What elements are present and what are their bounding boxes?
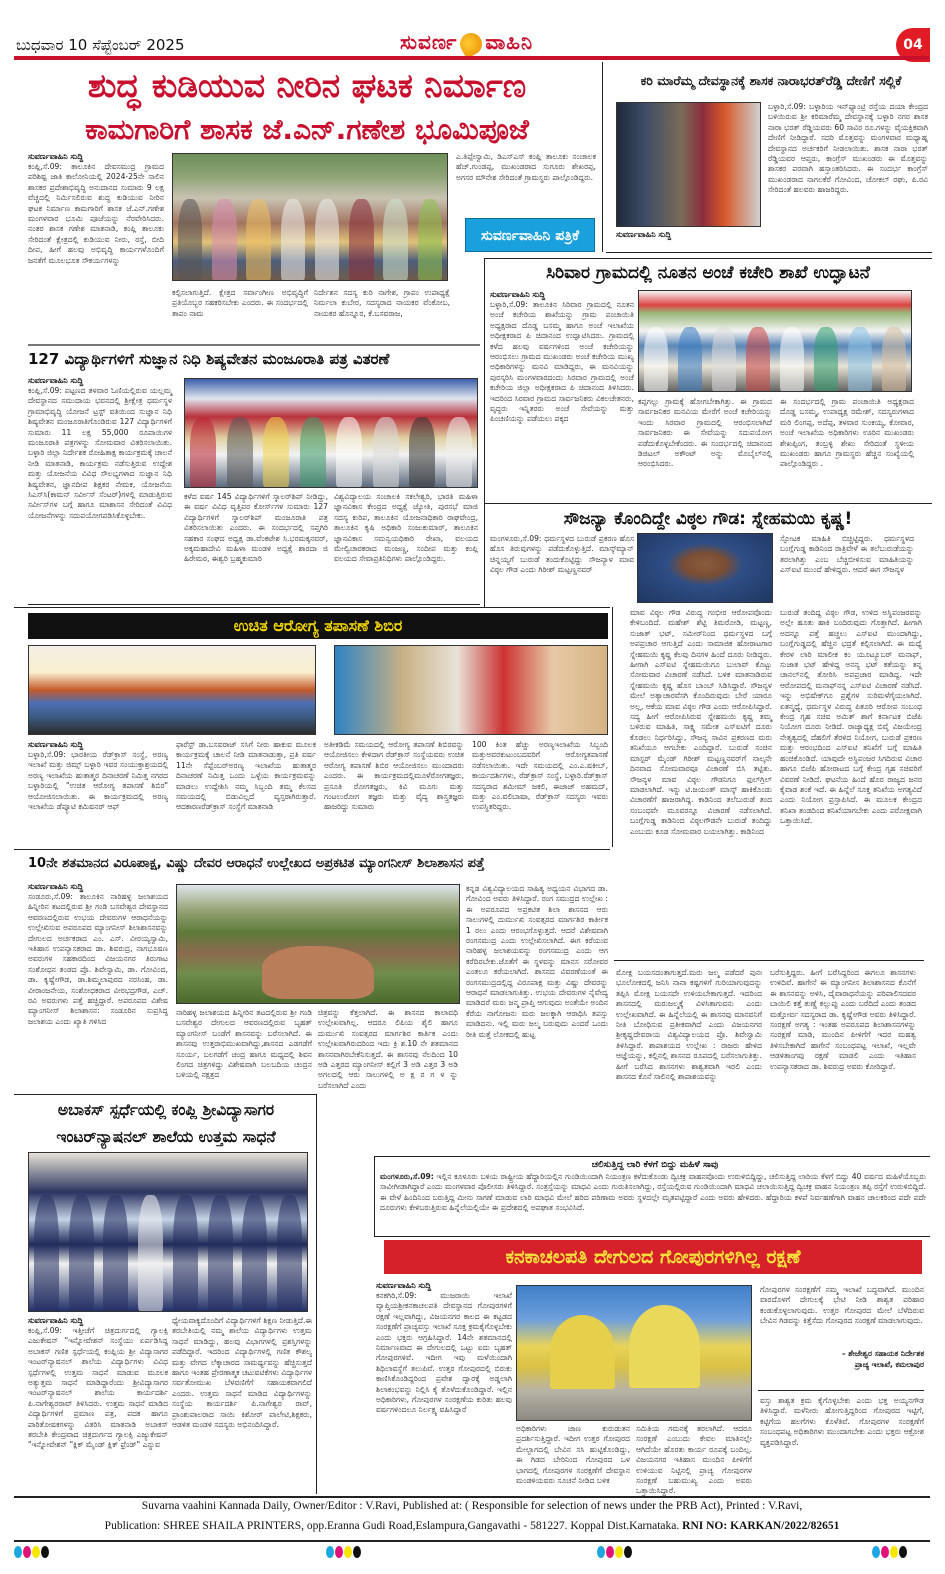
photo-figure (281, 199, 306, 280)
photo-figure (190, 417, 216, 487)
rule (374, 1156, 930, 1157)
column-divider (316, 1094, 317, 1494)
registration-dot (41, 1546, 49, 1558)
gopura-tower (629, 1305, 699, 1388)
temple-donation-headline: ಕರಿ ಮಾರೆಮ್ಮ ದೇವಸ್ಥಾನಕ್ಕೆ ಶಾಸಕ ನಾರಾಭರತ್‌ರೆಡ್ಡಿ ದೇಣಿಗೆ ಸಲ್ಲಿಕೆ (640, 73, 902, 88)
photo-people (639, 321, 911, 391)
read-paper-banner: ಸುವರ್ಣವಾಹಿನಿ ಪತ್ರಿಕೆ ಓದಿರಿ (465, 218, 595, 252)
abacus-headline-2: ಇಂಟರ್‌ನ್ಯಾಷನಲ್ ಶಾಲೆಯ ಉತ್ತಮ ಸಾಧನೆ (56, 1128, 276, 1146)
photo-figure (69, 1195, 94, 1311)
photo-figure (409, 417, 435, 487)
photo-figure (242, 1195, 267, 1311)
lead-column-1: ಕಂಪ್ಲಿ,ಸೆ.09: ತಾಲೂಕಿನ ದೇವಸಮುದ್ರ ಗ್ರಾಮದ ಪರಿಶಿಷ್ಟ ಜಾತಿ ಕಾಲೋನಿಯಲ್ಲಿ 2024-25ನೇ ಸಾಲಿನ ಶಾಸಕರ ಪ್ರದೇಶಾಭಿವೃದ್ಧಿ ಅನುದಾನದ ಸುಮಾರು 9 ಲಕ್ಷ ವೆಚ್ಚದಲ್ಲಿ ನಿರ್ಮಿಸಲಿರುವ ಶುದ್ಧ ಕುಡಿಯುವ ನೀರಿನ ಘಟಕ ನಿರ್ಮಾಣ ಕಾಮಗಾರಿಗೆ ಶಾಸಕ ಜೆ.ಎನ್.ಗಣೇಶ ಮಂಗಳವಾರ ಭೂಮಿ ಪೂಜೆಯನ್ನು ನೆರವೇರಿಸಿದರು. ನಂತರ ಶಾಸಕ ಗಣೇಶ ಮಾತನಾಡಿ, ಕಂಪ್ಲಿ ತಾಲೂಕು ಸೇರಿದಂತೆ ಕ್ಷೇತ್ರದಲ್ಲಿ ಕುಡಿಯುವ ನೀರು, ರಸ್ತೆ, ಬೀದಿ ದೀಪ, ಹೀಗೆ ಹಲವು ಅಭಿವೃದ್ಧಿ ಕಾರ್ಯಗಳೊಂದಿಗೆ ಜನತೆಗೆ ಮೂಲಭೂತ ಸೌಕರ್ಯಗಳನ್ನು (28, 162, 164, 265)
kanakachala-quote-attribution-2: ಪ್ರಾಚ್ಯ ಇಲಾಖೆ, ಕಮಲಾಪುರ (854, 1360, 924, 1369)
column-divider (484, 258, 485, 608)
inscription-column-1: ಸಂಡೂರು,ಸೆ.09: ತಾಲೂಕಿನ ನಾರಿಹಳ್ಳ ಜಲಾಶಯದ ಹಿನ್ನೀರಿನ ತಟದಲ್ಲಿರುವ ಶ್ರೀ ಗಂಡಿ ಬಸವೇಶ್ವರ ದೇವಸ್ಥಾನದ ಆವರಣದಲ್ಲಿರುವ ಉಭಯ ದೇವರುಗಳ ಆರಾಧನೆಯನ್ನು ಉಲ್ಲೇಖಿಸುವ ಅಪರೂಪದ ಮ್ಯಾಂಗನೀಸ್ ಶಿಲಾಶಾಸನವನ್ನು ದೇಗುಲದ ಅರ್ಚಕರಾದ ಎಂ. ಎಸ್. ವೀರಯ್ಯಸ್ವಾಮಿ, ಇತಿಹಾಸ ಉಪನ್ಯಾಸಕರಾದ ಡಾ. ಶಿವರುದ್ರ, ನಾಗಭೂಷಣ ಅವರುಗಳ ಸಹಕಾರದಿಂದ ವಿಜಯನಗರ ತಿರುಗಾಟ ಸಂಶೋಧನ ತಂಡದ ಪ್ರೊ. ಶಿವೇಸ್ವಾಮಿ, ಡಾ. ಗೋವಿಂದ, ಡಾ. ಕೃಷ್ಣೇಗೌಡ, ಡಾ.ಶಿಮ್ಮಲಾಪುರದ ನರಸಿಂಹ, ಡಾ. ವೀರಾಂಜನೇಯ, ಸಂಶೋಧಕರಾದ ವೀರಭದ್ರಗೌಡ, ಎಚ್. ರವಿ ಅವರುಗಳು ಪತ್ತೆ ಹಚ್ಚಿದ್ದಾರೆ. ಅಪರೂಪದ ವಿಶೇಷ ಮ್ಯಾಂಗನೀಸ್ ಶಿಲಾಶಾಸನ: ಸಂಡೂರಿನ ಸುಪ್ರಸಿದ್ಧ ಜಲಾಶಯ ಎಂದು ಖ್ಯಾತಿ ಗಳಿಸಿದ (28, 892, 168, 1026)
post-office-column-2: ಕಪ್ಪಗಲ್ಲು ಗ್ರಾಮಕ್ಕೆ ಹೋಗಬೇಕಾಗಿತ್ತು. ಈ ಗ್ರಾಮದ ಸಾರ್ವಜನಿಕರ ಮನವಿಯ ಮೇರೆಗೆ ಅಂಚೆ ಕಚೇರಿಯನ್ನು ಇಂದು ಸಿರವಾರ ಗ್ರಾಮದಲ್ಲಿ ಆರಂಭಿಸಲಾಗಿದೆ ಸಾರ್ವಜನಿಕರು ಈ ಸೇವೆಯನ್ನು ಸದುಪಯೋಗ ಪಡೆದುಕೊಳ್ಳಬೇಕೆಂದರು. ಈ ಸಂದರ್ಭದಲ್ಲಿ ಚಿದಾನಂದ ಡಿಜಿಟಲ್ ಅಕೌಂಟ್ ಅನ್ನು ಮೊಬೈಲ್‌ನಲ್ಲಿ ಆರಂಭಿಸಿದರು. (638, 397, 772, 469)
registration-marks-2 (326, 1543, 362, 1562)
rule (28, 604, 480, 605)
rule (484, 258, 932, 259)
health-camp-byline: ಸುವರ್ಣವಾಹಿನಿ ಸುದ್ದಿ (28, 740, 84, 749)
footer-rule-bottom (14, 1540, 930, 1542)
lorry-text: ಇಲ್ಲಿನ ಕೂಳೂರು ಬಳಿಯ ರಾಷ್ಟ್ರೀಯ ಹೆದ್ದಾರಿಯಲ್ಲಿನ ಗುಂಡಿಯಿಂದಾಗಿ ನಿಯಂತ್ರಣ ಕಳೆದುಕೊಂಡು ದ್ವಿಚಕ್ರ ವಾಹನವೊಂದು ಉರುಳಿಬಿದ್ದಿದ್ದು, ಚಲಿಸುತ್ತಿದ್ದ ಲಾರಿಯ ಕೆಳಗೆ ಬಿದ್ದು 40 ವರ್ಷದ ಮಹಿಳೆಯೊಬ್ಬರು ಸಾವೀಗೀಡಾಗಿದ್ದಾರೆ ಎಂದು ಮಂಗಳವಾರ ಪೊಲೀಸರು ತಿಳಿಸಿದ್ದಾರೆ. ಸಂತ್ರಸ್ತೆಯನ್ನು ಮಾಧವಿ ಎಂದು ಗುರುತಿಸಲಾಗಿದ್ದು, ರಸ್ತೆಯಲ್ಲಿರುವ ಗುಂಡಿಯಿಂದಾಗಿ ಮಾಧವಿ ಚಲಾಯಿಸುತ್ತಿದ್ದ ದ್ವಿಚಕ್ರ ವಾಹನ ನಿಯಂತ್ರಣ ತಪ್ಪಿ ರಸ್ತೆಗೆ ಉರುಳಿಬಿದ್ದಿದೆ. ಈ ವೇಳೆ ಹಿಂದಿನಿಂದ ಬರುತ್ತಿದ್ದ ಮೀನು ಸಾಗಣೆ ಮಾಡುವ ಲಾರಿ ಮಾಧವಿ ಮೇಲೆ ಹರಿದ ಪರಿಣಾಮ ಅವರು ಸ್ಥಳದಲ್ಲೇ ಮೃತಪಟ್ಟಿದ್ದಾರೆ ಎಂದು ಅವರು ಹೇಳಿದರು. ಹೆದ್ದಾರಿಯ ಕಳಪೆ ನಿರ್ವಹಣೆಗಾಗಿ ವಾಹನ ಚಾಲಕರಿಂದ ಪದೇ ಪದೇ ದೂರುಗಳು ಕೇಳಿಬರುತ್ತಿರುವ ಹಿನ್ನೆಲೆಯಲ್ಲಿಯೇ ಈ ಪ್ರದೇಶದಲ್ಲಿ ಅಪಘಾತ ಸಂಭವಿಸಿದೆ. (380, 1172, 926, 1213)
inscription-column-6: ಬರೆಸುತ್ತಿದ್ದರು. ಹೀಗೆ ಬರೆಸಿದ್ದರಿಂದ ಈಗಲೂ ಶಾಸನಗಳು ಉಳಿದಿವೆ. ಹಾಗೇನೆ ಈ ಮ್ಯಾಂಗನೀಸ ಶಿಲಾಶಾಸನದ ಕೊನೆಗೆ ಈ ಶಾಸನವನ್ನು ಅಳಿಸಿ, ದೈವಾರಾಧನೆಯನ್ನು ಪರಿಪಾಲಿಸದವರ ಬಾಯಿಲಿ ಕತ್ತೆ ತುಣ್ಣೆ ಕಲ್ಲುಪ್ಪು ಎಂದು ಬರೆದಿದೆ ಎಂದು ತಂಡದ ಮತ್ತೋರ್ವ ಸದಸ್ಯರಾದ ಡಾ. ಕೃಷ್ಣೇಗೌಡ ಅವರು ತಿಳಿಸಿದ್ದಾರೆ. ಸಂರಕ್ಷಣೆ ಅಗತ್ಯ : ಇಂತಹ ಅಪರೂಪದ ಶಿಲಾಶಾಸನಗಳನ್ನು ಸಂರಕ್ಷಣೆ ಮಾಡಿ, ಮುಂದಿನ ಪೀಳಿಗೆಗೆ ಇದರ ಮಹತ್ವ ತಿಳಿಸಬೇಕಾಗಿದೆ ಹಾಗೇನೆ ಸಂಬಂಧಪಟ್ಟ ಇಲಾಖೆ, ಇಲ್ಲವೇ ಆಡಳಿತಾಂಗವು ರಕ್ಷಣೆ ಮಾಡಲಿ ಎಂದು ಇತಿಹಾಸ ಉಪನ್ಯಾಸಕರಾದ ಡಾ. ಶಿವರುದ್ರ ಅವರು ಕೋರಿದ್ದಾರೆ. (770, 968, 916, 1071)
photo-figure (246, 199, 271, 280)
soujanya-headline: ಸೌಜನ್ಯಾ ಕೊಂದಿದ್ದೇ ವಿಠ್ಠಲ ಗೌಡ: ಸ್ನೇಹಮಯಿ ಕೃಷ್ಣ! (563, 509, 853, 529)
health-camp-photo-2 (334, 645, 608, 735)
kanakachala-column-4: ವಸ್ತು ಶಾಶ್ವತ ಕ್ರಮ ಕೈಗೊಳ್ಳಬೇಕು ಎಂದು ಭಕ್ತ ಅಯ್ಯನಗೌಡ ತಿಳಿಸಿದ್ದಾರೆ. ಮಳೆನೀರು ಹೋಗುತ್ತಿದ್ದರಿಂದ ಗೋಪುರದ ಇಟ್ಟಿಗೆ, ಕಟ್ಟಿಗೆಯ ಹಲಗೆಗಳು ಕೊಳೆತಿವೆ. ಗೋಪುರಗಳ ಸಂರಕ್ಷಣೆಗೆ ಸಂಬಂಧಪಟ್ಟ ಅಧಿಕಾರಿಗಳು ಮುಂದಾಗಬೇಕು ಎಂದು ಭಕ್ತರು ಆಕ್ರೋಶ ವ್ಯಕ್ತಪಡಿಸಿದ್ದಾರೆ. (760, 1396, 924, 1447)
masthead-rule (14, 56, 929, 60)
photo-figure (315, 199, 340, 280)
flame-icon (456, 28, 486, 58)
newspaper-logo (400, 30, 533, 55)
lead-column-4: ಎ.ತಿಪ್ಪೇಸ್ವಾಮಿ, ಡಿಎಸ್‌ಎಸ್ ಕಂಪ್ಲಿ ತಾಲೂಕು ಸಂಚಾಲಕ ಹೆಚ್.ಗುಂಡಪ್ಪ, ಮುಖಂಡರಾದ ಸುಗೂರು ಶೇಖರಪ್ಪ, ಅಗಸರ ಮೌನೇಶ ಸೇರಿದಂತೆ ಗ್ರಾಮಸ್ಥರು ಪಾಲ್ಗೊಂಡಿದ್ದರು. (456, 152, 596, 182)
scholarship-photo (184, 378, 478, 488)
registration-dot (14, 1546, 22, 1558)
manganese-boulder (262, 946, 375, 999)
photo-figure (178, 199, 203, 280)
inscription-photo (176, 884, 460, 1004)
health-camp-column-3: ಅತೀಕಡಿಮೆ ಸಮಯದಲ್ಲಿ ಆರೋಗ್ಯ ತಪಾಸಣೆ ಶಿಬಿರವನ್ನು ಆಯೋಜಿಸಲು ಕೇಳಿದಾಗ ರೆಡ್‌ಕ್ರಾಸ್ ಸಂಸ್ಥೆಯವರು ಉಚಿತ ಆರೋಗ್ಯ ತಪಾಸಣೆ ಶಿಬಿರ ಆಯೋಜಿಸಲು ಮುಂದಾದರು ಎಂದರು. ಈ ಕಾರ್ಯಕ್ರಮದಲ್ಲಿಮೂಳೆರೋಗತಜ್ಞರು, ಪ್ರಸೂತಿ ರೋಗತಜ್ಞರು, ಕಿವಿ ಮೂಗು ಮತ್ತು ಗಂಟಲುರೋಗ ತಜ್ಞರು ಮತ್ತು ವೈದ್ಯ ಶಾಸ್ತ್ರತಜ್ಞರು ಹಾಜರಿದ್ದು ಸುಮಾರು (324, 740, 464, 812)
photo-people (173, 192, 447, 280)
soujanya-column-b1: ಮಾವ ವಿಠ್ಠಲ ಗೌಡ ವಿರುದ್ಧ ಗಂಭೀರ ಆರೋಪವೊಂದು ಕೇಳಿಬಂದಿದೆ. ಮಹೇಶ್ ಶೆಟ್ಟಿ ತಿಮರೋಡಿ, ಮಟ್ಟಣ್ಣ, ಸುಜಾತ್ ಭಟ್, ಸಮೀರ್‌ನಿಂದ ಧರ್ಮಸ್ಥಳದ ಬಗ್ಗೆ ಅಪಪ್ರಚಾರ ಆಗುತ್ತಿದೆ ಎಂದು ಸಾಮಾಜಿಕ ಹೋರಾಟಗಾರ ಸ್ನೇಹಮಯಿ ಕೃಷ್ಣ ಕೆಲವು ದಿನಗಳ ಹಿಂದೆ ದೂರು ನೀಡಿದ್ದರು. ಹೀಗಾಗಿ ಎಸ್ಐಟಿ ಸ್ನೇಹಮಯಿಗೂ ಬುಲಾವ್ ಕೊಟ್ಟು ಸೋಮವಾರ ವಿಚಾರಣೆ ನಡೆಸಿದೆ. ಬಳಿಕ ಮಾತನಾಡಿರುವ ಸ್ನೇಹಮಯಿ ಕೃಷ್ಣ ಹೊಸ ಬಾಂಬ್ ಸಿಡಿಸಿದ್ದಾರೆ. ಸೌಜನ್ಯಳ ಮೇಲೆ ಅತ್ಯಾಚಾರವೆಸಗಿ ಕೊಂದಿರುವುದು ಬೇರೆ ಯಾರೂ ಅಲ್ಲ, ಆಕೆಯ ಮಾವ ವಿಠ್ಠಲ ಗೌಡ ಎಂದು ಆರೋಪಿಸಿದ್ದಾರೆ. ಸದ್ಯ ಹೀಗೆ ಆರೋಪಿಸಿರುವ ಸ್ನೇಹಮಯಿ ಕೃಷ್ಣ ತಮ್ಮ ಬಳಿರುವ ಮಾಹಿತಿ, ಸಾಕ್ಷ್ಯ ಸಮೇತ ಎಸ್ಐಟಿಗೆ ದೂರು ಕೊಡಲು ನಿರ್ಧರಿಸಿದ್ದು, ಸೌಜನ್ಯ ಸಾವಿನ ಪ್ರಕರಣದ ಮರು ತನಿಖೆಯೂ ಆಗಬೇಕು ಎಂದಿದ್ದಾರೆ. ಬುರುಡೆ ಸಂಚಿನ ಮಾಸ್ಟರ್ ಮೈಂಡ್ ಗಿರೀಶ್ ಮಟ್ಟಣ್ಣನವರ್‌ಗೆ ನಾಲ್ಕನೇ ದಿನವಾದ ಸೋಮವಾರವೂ ವಿಚಾರಣೆ ಬಿಸಿ ತಟ್ಟಿತು. ಸೌಜನ್ಯಳ ಮಾವ ವಿಠ್ಠಲ ಗೌಡನಿಗೂ ಫುಲ್‌ಗ್ರಿಲ್ ಮಾಡಲಾಗಿದೆ. ಇನ್ನು ಟಿ.ಜಯಂತ್ ಮಾಸ್ಕ್ ಹಾಕಿಕೊಂಡು ವಿಚಾರಣೆಗೆ ಹಾಜರಾಗಿದ್ದ. ಕಾಡಿನಿಂದ ತಲೆಬುರುಡೆ ತಂದ ಸಂಬಂಧವೇ ಮೂವರನ್ನೂ ವಿಚಾರಣೆ ನಡೆಸಲಾಗಿದೆ. ಬಂಗ್ಲೆಗುಡ್ಡ ಕಾಡಿನಿಂದ ವಿಠ್ಠಲಗೌಡನೇ ಬುರುಡೆ ತಂದಿದ್ದು ಎಂಬುದು ಕೂಡ ಸೋಮವಾರ ಬಯಲಾಗಿತ್ತು. ಕಾಡಿನಿಂದ (630, 608, 772, 836)
lead-headline-2: ಕಾಮಗಾರಿಗೆ ಶಾಸಕ ಜೆ.ಎನ್.ಗಣೇಶ ಭೂಮಿಪೂಜೆ (85, 113, 529, 146)
post-office-column-3: ಈ ಸಂದರ್ಭದಲ್ಲಿ ಗ್ರಾಮ ಪಂಚಾಯಿತಿ ಅಧ್ಯಕ್ಷರಾದ ದೊಡ್ಡ ಬಸಮ್ಮ, ಉಪಾಧ್ಯಕ್ಷ ರಮೇಶ್, ಸದಸ್ಯರುಗಳಾದ ಮರಿ ಲಿಂಗಪ್ಪ, ಅದೆಪ್ಪ, ತಳವಾರ ಸುಂಕಯ್ಯ, ಕೋವಾರ, ಅಂಚೆ ಇಲಾಖೆಯ ಅಧಿಕಾರಿಗಳು ಊರಿನ ಮುಖಂಡರು ಶೇಖಪ್ಪಿಂಗ, ತಂಬ್ರಳ್ಳಿ ಶೇಖು ಸೇರಿದಂತೆ ಸ್ಥಳೀಯ ಮುಖಂಡರು ಹಾಗೂ ಗ್ರಾಮಸ್ಥರು ಹೆಚ್ಚಿನ ಸಂಖ್ಯೆಯಲ್ಲಿ ಪಾಲ್ಗೊಂಡಿದ್ದರು . (780, 397, 914, 469)
registration-dot (335, 1546, 343, 1558)
registration-dot (872, 1546, 880, 1558)
registration-dot (326, 1546, 334, 1558)
footer-imprint-line-2 (14, 1520, 930, 1532)
photo-figure (383, 199, 408, 280)
lead-column-3: ನಿರ್ದೇಶನ ಸದಸ್ಯ ಕುರಿ ನಾಗೇಶ, ಗ್ರಾಪಂ ಉಪಾಧ್ಯಕ್ಷೆ ನಿರ್ಮಲಾ ಕುಬೇರ, ಸದಸ್ಯರಾದ ನಾಯಕರ ವೆಂಕೋಬ, ನಾಯಕರ ಹೊನ್ನೂರ, ಕೆ.ಬಸವರಾಜ, (314, 288, 450, 318)
registration-dot (344, 1546, 352, 1558)
kanakachala-quote: ಗೋಪುರಗಳ ಸಂರಕ್ಷಣೆಗೆ ನಮ್ಮ ಇಲಾಖೆ ಬದ್ಧವಾಗಿದೆ. ಮುಂದಿನ ವಾರದೊಳಗೆ ದೇಗುಲಕ್ಕೆ ಭೇಟಿ ನೀಡಿ ಶಾಶ್ವತ ಪರಿಹಾರ ಕಂಡುಕೊಳ್ಳಲಾಗುವುದು. ಉತ್ತರ ಗೋಪುರದ ಮೇಲೆ ಬೆಳೆದಿರುವ ಬೇವಿನ ಗಿಡವನ್ನು ಕಿತ್ತೆಸೆದು ಗೋಪುರದ ಸಂರಕ್ಷಣೆ ಮಾಡಲಾಗುವುದು. (760, 1285, 924, 1326)
registration-dot (881, 1546, 889, 1558)
photo-figure (644, 327, 668, 391)
scholarship-headline: 127 ವಿದ್ಯಾರ್ಥಿಗಳಿಗೆ ಸುಜ್ಞಾನ ನಿಧಿ ಶಿಷ್ಯವೇತನ ಮಂಜೂರಾತಿ ಪತ್ರ ವಿತರಣೆ (28, 350, 390, 368)
rule (606, 252, 932, 253)
logo-text-right: ವಾಹಿನಿ (485, 30, 534, 54)
rule (614, 960, 924, 961)
footer-rule (14, 1496, 930, 1498)
rule (374, 1236, 930, 1237)
registration-dot (890, 1546, 898, 1558)
lead-column-2: ಕಲ್ಪಿಸಲಾಗುತ್ತಿದೆ. ಕ್ಷೇತ್ರದ ಸರ್ವಾಂಗೀಣ ಅಭಿವೃದ್ಧಿಗೆ ಪ್ರತಿಯೊಬ್ಬರ ಸಹಕರಿಸಬೇಕು ಎಂದರು. ಈ ಸಂದರ್ಭದಲ್ಲಿ ತಾಪಂ ನಾಮ (172, 288, 308, 318)
column-divider (602, 62, 603, 252)
rule (14, 849, 610, 850)
post-office-column-1: ಬಳ್ಳಾರಿ,ಸೆ.09: ತಾಲೂಕಿನ ಸಿರಿವಾರ ಗ್ರಾಮದಲ್ಲಿ ನೂತನ ಅಂಚೆ ಕಚೇರಿಯ ಶಾಖೆಯನ್ನು ಗ್ರಾಮ ಪಂಚಾಯಿತಿ ಅಧ್ಯಕ್ಷರಾದ ದೊಡ್ಡ ಬಸಮ್ಮ ಹಾಗೂ ಅಂಚೆ ಇಲಾಖೆಯ ಅಧೀಕ್ಷಕರಾದ ಪಿ ಚಿದಾನಂದ ಉದ್ಘಾಟಿಸಿದರು. ಗ್ರಾಮದಲ್ಲಿ ಕಳೆದ ಹಲವು ವರ್ಷಗಳಿಂದ ಅಂಚೆ ಕಚೇರಿಯನ್ನು ಆರಂಭಿಸಲು ಗ್ರಾಮದ ಮುಖಂಡರು ಅಂಚೆ ಕಚೇರಿಯ ಮುಖ್ಯ ಅಧಿಕಾರಿಗಳನ್ನು ಮನವಿ ಮಾಡಿದ್ದರು, ಈ ಮನವಿಯನ್ನು ಪುರಸ್ಕರಿಸಿ ಮಂಗಳವಾರದಂದು ಸಿರವಾರ ಗ್ರಾಮದಲ್ಲಿ ಅಂಚೆ ಕಚೇರಿಯ ಜಿಲ್ಲಾ ಅಧೀಕ್ಷಕರಾದ ಪಿ ಚಿದಾನಂದ ತಿಳಿಸಿದರು. ಇದರಿಂದ ಸಿರವಾರ ಗ್ರಾಮದ ಸಾರ್ವಜನಿಕರು ವಿಕಲಚೇತನರು, ವೃದ್ಧರು ಇನ್ನಿತರರು ಅಂಚೆ ಸೇವೆಯನ್ನು ಮತ್ತು ಪಿಂಚಣಿಯನ್ನು ಪಡೆಯಲು ಪಕ್ಕದ (490, 300, 634, 424)
photo-figure (277, 1195, 302, 1311)
photo-figure (446, 417, 472, 487)
temple-donation-photo (616, 102, 761, 227)
photo-figure (418, 199, 443, 280)
photo-figure (263, 417, 289, 487)
kanakachala-column-2: ಅಧಿಕಾರಿಗಳು ಜಾಣ ಕುರುಡುತನ ಪ್ರದರ್ಶಿಸುತ್ತಿದ್ದಾರೆ. ಇದೀಗ ಉತ್ತರ ಗೋಪುರದ ಮೇಲ್ಭಾಗದಲ್ಲಿ ಬೇವಿನ ಸಸಿ ಹುಟ್ಟಿಕೊಂಡಿದ್ದು, ಈ ಗಿಡದ ಬೇರಿನಿಂದ ಗೋಪುರದ ಒಳ ಭಾಗದಲ್ಲಿ ಗೋಪುರಗಳ ಸಂರಕ್ಷಣೆಗೆ ದೇವಸ್ಥಾನ ಮಂಡಳಿಯವರು ಸೂಚನೆ ನೀಡಿದ ಬಳಿಕ (516, 1424, 630, 1486)
lead-photo (172, 153, 448, 281)
column-divider (612, 607, 613, 847)
photo-figure (349, 199, 374, 280)
kanakachala-quote-attribution-1: – ಶೇಜೇಶ್ವರ ಸಹಾಯಕ ನಿರ್ದೇಶಕ (841, 1349, 924, 1358)
photo-figure (227, 417, 253, 487)
registration-dot (597, 1546, 605, 1558)
photo-figure (212, 199, 237, 280)
kanakachala-headline: ಕನಕಾಚಲಪತಿ ದೇಗುಲದ ಗೋಪುರಗಳಿಗಿಲ್ಲ ರಕ್ಷಣೆ (384, 1240, 922, 1274)
photo-figure (712, 327, 736, 391)
post-office-photo (638, 290, 912, 392)
soujanya-portrait (637, 533, 773, 603)
photo-figure (814, 327, 838, 391)
logo-text-left: ಸುವರ್ಣ (400, 30, 458, 54)
registration-dot (899, 1546, 907, 1558)
photo-figure (848, 327, 872, 391)
inscription-column-5: ಮೋಕ್ಷ ಬಯಸದಂತಾಗುತ್ತದೆ.ಮರು ಜಲ್ಮ ಪಡೆದರೆ ಪುನಃ ಭೂಲೋಕದಲ್ಲಿ ಜನಿಸಿ ನಾನಾ ಕಷ್ಟಗಳಿಗೆ ಗುರಿಯಾಗುವುದನ್ನು ತಪ್ಪಿಸಿ ಮೋಕ್ಷ ಬಯಸದೇ ಉಳಿಯಬೇಕಾಗುತ್ತದೆ. ಇದರಿಂದ ಶಾಸನದಲ್ಲಿ ಮರುಜಲ್ಮಕ್ಕೆ ವಿಳಸಿತಾಗುವನು ಎಂದು ಉಲ್ಲೇಖವಾಗಿದೆ. ಈ ಹಿನ್ನೆಲೆಯಲ್ಲಿ ಈ ಶಾಸನವು ಮಾನವನಿಗೆ ನೀತಿ ಬೋಧಿಸುವ ಪ್ರತೀಕವಾಗಿದೆ ಎಂದು ವಿಜಯನಗರ ಶ್ರೀಕೃಷ್ಣದೇವರಾಯ ವಿಶ್ವವಿದ್ಯಾಲಯದ ಪ್ರೊ. ಶಿವೇಸ್ವಾಮಿ ತಿಳಿಸಿದ್ದಾರೆ. ಶಾಪಾಶಯದ ಉಲ್ಲೇಖ : ರಾಜರು ಹೇಳಿದ ಆಜ್ಞೆಯನ್ನು, ಕಲ್ಲಿನಲ್ಲಿ ಶಾಸನದ ರೂಪದಲ್ಲಿ ಬರೆಸಲಾಗುತಿತ್ತು. ಹೀಗೆ ಬರೆಸಿದ ಶಾಸನಗಳು ಶಾಶ್ವತವಾಗಿ ಇರಲಿ ಎಂದು ಶಾಸನದ ಕೊನೆ ಸಾಲಿನಲ್ಲಿ ಶಾಪಾಶಯವನ್ನು (616, 968, 762, 1082)
soujanya-column-3: ಸ್ಫೋಟಕ ಮಾಹಿತಿ ಬಿಚ್ಚಿಟ್ಟಿದ್ದರು. ಧರ್ಮಸ್ಥಳದ ಬಂಗ್ಲೆಗುಡ್ಡ ಕಾಡಿನಿಂದ ರಾತ್ರಿವೇಳೆ ಈ ತಲೆಬುರುಡೆಯನ್ನು ತರಲಾಗಿತ್ತು ಎಂಬ ಬೆಚ್ಚಿಬೀಳಿಸುವ ಮಾಹಿತಿಯನ್ನು ಎಸ್ಐಟಿ ಮುಂದೆ ಹೇಳಿದ್ದರು. ಆದರೆ ಈಗ ಸೌಜನ್ಯಳ (780, 534, 914, 575)
registration-dot (32, 1546, 40, 1558)
scholarship-byline: ಸುವರ್ಣವಾಹಿನಿ ಸುದ್ದಿ (28, 376, 84, 385)
footer-imprint-line-1: Suvarna vaahini Kannada Daily, Owner/Editor : V.Ravi, Published at: ( Responsible for selection of news under the PRB Act), Printed : V.Ravi, (141, 1500, 803, 1512)
photo-figure (746, 327, 770, 391)
scholarship-column-2: ಕಳೆದ ವರ್ಷ 145 ವಿದ್ಯಾರ್ಥಿಗಳಿಗೆ ಸ್ಕಾಲರ್‌ಶಿಪ್ ನೀಡಿದ್ದು, ಈ ವರ್ಷ ವಿವಿಧ ವೃತ್ತಿಪರ ಕೋರ್ಸ್‌ಗಳ ಸುಮಾರು 127 ವಿದ್ಯಾರ್ಥಿಗಳಿಗೆ ಸ್ಕಾಲರ್‌ಶಿಪ್ ಮಂಜೂರಾತಿ ಪತ್ರ ವಿತರಿಸಲಾಯಿತು ಎಂದರು. ಈ ಸಂದರ್ಭದಲ್ಲಿ ಸಪ್ತಗಿರಿ ಸಹಕಾರ ಸಂಘದ ಅಧ್ಯಕ್ಷ ಡಾ.ವೆಂಕಟೇಶ ಸಿ.ಭರಮಕ್ಕನವರ್, ಅಕ್ಕಮಹಾದೇವಿ ಮಹಿಳಾ ಮಂಡಳಿ ಅಧ್ಯಕ್ಷೆ ಶಾರದಾ ಜಿ ಹಿರೇಮಠ, ಈಶ್ವರಿ ಬ್ರಹ್ಮಕುಮಾರಿ (184, 492, 328, 564)
health-camp-headline: ಉಚಿತ ಆರೋಗ್ಯ ತಪಾಸಣೆ ಶಿಬಿರ (28, 613, 608, 639)
health-camp-column-4: 100 ಕಿಂತ ಹೆಚ್ಚು ಅರಣ್ಯಇಲಾಖೆಯ ಸಿಬ್ಬಂದಿ ಮತ್ತುಅವರಕುಟುಂಬದವರಿಗೆ ಆರೋಗ್ಯತಪಾಸಣೆ ನಡೆಸಲಾಯಿತು. ಇದೇ ಸಮಯದಲ್ಲಿ ಎಂ.ಎ.ಷಕೀಬ್, ಕಾರ್ಯದರ್ಶಿಗಳು, ರೆಡ್‌ಕ್ರಾಸ್ ಸಂಸ್ಥೆ, ಬಳ್ಳಾರಿ.ರೆಡ್‌ಕ್ರಾಸ್ ಸದಸ್ಯರಾದ ಶಮೀಮ್ ಜಕಲಿ, ಈಜಾಜ್ ಅಹಮದ್, ಮತ್ತು ಎಂ.ವಲಿಬಾಷಾ, ರೆಡ್‌ಕ್ರಾಸ್ ಸದಸ್ಯರು ಇವರು ಉಪಸ್ಥಿತರಿದ್ದರು. (472, 740, 608, 812)
scholarship-column-1: ಕಂಪ್ಲಿ,ಸೆ.09: ಪಟ್ಟಣದ ತಳವಾರ ಓಣಿಯಲ್ಲಿರುವ ಯಲ್ಲಮ್ಮ ದೇವಸ್ಥಾನದ ಸಮುದಾಯ ಭವನದಲ್ಲಿ ಶ್ರೀಕ್ಷೇತ್ರ ಧರ್ಮಸ್ಥಳ ಗ್ರಾಮಾಭಿವೃದ್ಧಿ ಯೋಜನೆ ಟ್ರಸ್ಟ್ ವತಿಯಿಂದ ಸುಜ್ಞಾನ ನಿಧಿ ಶಿಷ್ಯವೇತನ ಮಂಜೂರಾತಿಗೊಂಡಿರುವ 127 ವಿದ್ಯಾರ್ಥಿಗಳಿಗೆ ಸುಮಾರು 11 ಲಕ್ಷ 55,000 ರೂಪಾಯಿಗಳ ಮಂಜೂರಾತಿ ಪತ್ರಗಳನ್ನು ಸೋಮವಾರ ವಿತರಿಸಲಾಯಿತು. ಬಳ್ಳಾರಿ ಜಿಲ್ಲಾ ನಿರ್ದೇಶಕ ರೋಹಿತಾಕ್ಷ ಕಾರ್ಯಕ್ರಮಕ್ಕೆ ಚಾಲನೆ ನೀಡಿ ಮಾತನಾಡಿ, ಕಾರ್ಯಕ್ರಮ ನಡೆಸುತ್ತಿರುವ ಉದ್ದೇಶ ಮತ್ತು ಯೋಜನೆಯ ವಿವಿಧ ಸೌಲಭ್ಯಗಳಾದ ಸುಜ್ಞಾನ ನಿಧಿ ಶಿಷ್ಯವೇತನ, ಜ್ಞಾನದೀಪ ಶಿಕ್ಷಕರ ನೇಮಕ, ಯೋಜನೆಯ ಸಿಎಸ್‌ಸಿ(ಕಾಮನ್ ಸರ್ವೀಸ್ ಸೆಂಟರ್)ಗಳಲ್ಲಿ ಮಾಡುತ್ತಿರುವ ಸರ್ವೀಸ್‌ಗಳ ಬಗ್ಗೆ ಹಾಗೂ ಮಾಶಾಸನ ಸೇರಿದಂತೆ ವಿವಿಧ ಯೋಜನೆಗಳನ್ನು ಸದುಪಯೋಗಪಡಿಸಿಕೊಳ್ಳಬೇಕು. (28, 386, 172, 520)
inscription-headline: 10ನೇ ಶತಮಾನದ ವಿರೂಪಾಕ್ಷ, ವಿಷ್ಣು ದೇವರ ಆರಾಧನೆ ಉಲ್ಲೇಖದ ಅಪ್ರಕಟಿತ ಮ್ಯಾಂಗನೀಸ್ ಶಿಲಾಶಾಸನ ಪತ್ತೆ (28, 856, 485, 871)
inscription-column-2: ನಾರಿಹಳ್ಳ ಜಲಾಶಯದ ಹಿನ್ನೀರಿನ ತಟದಲ್ಲಿರುವ ಶ್ರೀ ಗಂಡಿ ಬಸವೇಶ್ವರ ದೇಗುಲದ ಆವರಣದಲ್ಲಿರುವ ಬೃಹತ್ ಮ್ಯಾಂಗನೀಸ್ ಬಂಡೆಗೆ ಶಾಸನವನ್ನು ಬರೆಸಲಾಗಿದೆ. ಈ ಶಾಸನವು ಉತ್ತರಾಭಿಮುಖವಾಗಿದ್ದು,ಶಾಸನದ ಎಡಗಡೆಗೆ ಸೂರ್ಯ, ಬಲಗಡೆಗೆ ಚಂದ್ರ ಹಾಗೂ ಮಧ್ಯದಲ್ಲಿ ಶಿವನ ಲಿಂಗದ ಚಿತ್ರಗಳಿದ್ದು ವಿಶೇಷವಾಗಿ ಬಲಬದಿಯ ಚಂದ್ರನ ಬಳಿಯಲ್ಲಿ ನಕ್ಷತ್ರದ (176, 1008, 312, 1080)
abacus-byline: ಸುವರ್ಣವಾಹಿನಿ ಸುದ್ದಿ (28, 1316, 84, 1325)
photo-figure (208, 1195, 233, 1311)
photo-figure (300, 417, 326, 487)
temple-donation-caption: ಸುವರ್ಣವಾಹಿನಿ ಸುದ್ದಿ (616, 230, 672, 239)
inscription-byline: ಸುವರ್ಣವಾಹಿನಿ ಸುದ್ದಿ (28, 882, 84, 891)
temple-donation-body: ಬಳ್ಳಾರಿ,ಸೆ.09: ಬಳ್ಳಾರಿಯ ಇನ್‌ಫ್ಯಾಂಟ್ರಿ ರಸ್ತೆಯ ದಯಾ ಕೇಂದ್ರದ ಬಳಿಯಿರುವ ಶ್ರೀ ಕರಿಮಾರೆಮ್ಮ ದೇವಸ್ಥಾನಕ್ಕೆ ಬಳ್ಳಾರಿ ನಗರ ಶಾಸಕ ನಾರಾ ಭರತ್ ರೆಡ್ಡಿಯವರು 60 ಸಾವಿರ ರೂ.ಗಳನ್ನು ವೈಯಕ್ತಿಕವಾಗಿ ದೇಣಿಗೆ ನೀಡಿದ್ದಾರೆ. ಸದರಿ ಮೊತ್ತವನ್ನು ಮಂಗಳವಾರ ಮಧ್ಯಾಹ್ನ ದೇವಸ್ಥಾನದ ಅರ್ಚಕರಿಗೆ ನೀಡಲಾಯಿತು. ಶಾಸಕ ನಾರಾ ಭರತ್ ರೆಡ್ಡಿಯವರ ಆಪ್ತರು, ಕಾಂಗ್ರೆಸ್ ಮುಖಂಡರು ಈ ಮೊತ್ತವನ್ನು ಶಾಸಕರ ಪರವಾಗಿ ಹಸ್ತಾಂತರಿಸಿದರು. ಈ ಸಂದರ್ಭ ಕಾಂಗ್ರೆಸ್ ಮುಖಂಡರಾದ ನಾಗಲಕೆರೆ ಗೋವಿಂದ, ಚೋಕಲ್ ರಘು, ಪಿ.ರವಿ ಸೇರಿದಂತೆ ಹಲವರು ಹಾಜರಿದ್ದರು. (768, 102, 928, 195)
soujanya-column-1: ಮಂಗಳೂರು,ಸೆ.09: ಧರ್ಮಸ್ಥಳದ ಬುರುಡೆ ಪ್ರಕರಣ ಹೊಸ ಹೊಸ ತಿರುವುಗಳನ್ನು ಪಡೆದುಕೊಳ್ಳುತ್ತಿದೆ. ಮಾಸ್ಕ್‌ಮ್ಯಾನ್ ಚಿನ್ನಯ್ಯಗೆ ಬುರುಡೆ ತಂದುಕೊಟ್ಟಿದ್ದು ಸೌಜನ್ಯಾಳ ಮಾವ ವಿಠ್ಠಲ ಗೌಡ ಎಂದು ಗಿರೀಶ್ ಮಟ್ಟಣ್ಣನವರ್ (490, 534, 634, 575)
photo-figure (336, 417, 362, 487)
kanakachala-byline: ಸುವರ್ಣವಾಹಿನಿ ಸುದ್ದಿ (376, 1281, 432, 1290)
soujanya-column-b2: ಬುರುಡೆ ತಂದಿದ್ದ ವಿಠ್ಠಲ ಗೌಡ, ಉಳಿದ ಅಸ್ಥಿಪಂಜರವನ್ನು ಅಲ್ಲೇ ಹೂತು ಹಾಕಿ ಬಂದಿರುವುದು ಗೊತ್ತಾಗಿದೆ. ಹೀಗಾಗಿ ಅದನ್ನೂ ಪತ್ತೆ ಹಚ್ಚಲು ಎಸ್ಐಟಿ ಮುಂದಾಗಿದ್ದು, ಬಂಗ್ಲೆಗುಡ್ಡದಲ್ಲಿ ಹೆಚ್ಚಿನ ಭದ್ರತೆ ಕಲ್ಪಿಸಲಾಗಿದೆ. ಈ ಮಧ್ಯೆ ಕೇರಳ ಲಾರಿ ಮಾಲೀಕ ಕಂ ಯೂಟ್ಯೂಬರ್ ಮನಾಫ್, ಸುಜಾತ ಭಟ್ ಹೇಳಿದ್ದ ಅನನ್ಯ ಭಟ್ ಕತೆಯನ್ನು ತನ್ನ ಚಾನಲ್‌ನಲ್ಲಿ ತೋರಿಸಿ ಅಪಪ್ರಚಾರ ಮಾಡಿದ್ದ. ಇದೇ ಆರೋಪದಲ್ಲಿ ಮನಾಫ್‌ನನ್ನ ಎಸ್ಐಟಿ ವಿಚಾರಣೆ ನಡೆಸಿದೆ. ಇನ್ನು ಅಭಿಷೇಕ್‌ಗೂ ಪ್ರಶ್ನೆಗಳ ಸುರಿಮಳೆಗೈಯಲಾಗಿದೆ. ಏತನ್ಮಧ್ಯೆ, ಧರ್ಮಸ್ಥಳ ವಿರುದ್ಧ ಪಿತೂರಿ ಆರೋಪ ಸಂಬಂಧ ಕೇಂದ್ರ ಗೃಹ ಸಚಿವ ಅಮಿತ್ ಶಾಗೆ ಕರ್ನಾಟಕ ಬಿಜೆಪಿ ನಿಯೋಗ ದೂರು ನೀಡಿದೆ. ರಾಜ್ಯಾಧ್ಯಕ್ಷ ಬಿವೈ ವಿಜಯೇಂದ್ರ ನೇತೃತ್ವದಲ್ಲಿ ದೆಹಲಿಗೆ ತೆರಳಿದ ನಿಯೋಗ, ಬುರುಡೆ ಪ್ರಕರಣ ಮತ್ತು ಆರಂಭದಿಂದ ಎಸ್ಐಟಿ ತನಿಖೆಗೆ ಬಗ್ಗೆ ಮಾಹಿತಿ ಹಂಚಿಕೊಂಡಿದೆ. ಯಾವುದೇ ಅಸ್ಥಿಪಂಜರ ಸಿಗದಿರುವ ವಿಚಾರ ಹಾಗೂ ಬಿಜೆಪಿ ಹೋರಾಟದ ಬಗ್ಗೆ ಕೇಂದ್ರ ಗೃಹ ಸಚಿವರಿಗೆ ವಿವರಣೆ ನೀಡಿದೆ. ಘಟನೆಯ ಹಿಂದೆ ಹೊರ ರಾಜ್ಯದ ಜನರ ಕೈವಾಡ ಶಂಕೆ ಇದೆ. ಈ ಹಿನ್ನೆಲೆ ಸೂಕ್ತ ತನಿಖೆಯ ಅಗತ್ಯವಿದೆ ಎಂದು ನಿಯೋಗ ಪ್ರಸ್ತಾಪಿಸಿದೆ. ಈ ಮೂಲಕ ಕೇಂದ್ರದ ತನಿಖಾ ತಂಡದಿಂದ ತನಿಖೆಯಾಗಬೇಕು ಎಂದು ಪರೋಕ್ಷವಾಗಿ ಒತ್ತಾಯಿಸಿದೆ. (780, 608, 922, 826)
abacus-headline-1: ಅಬಾಕಸ್ ಸ್ಪರ್ಧೆಯಲ್ಲಿ ಕಂಪ್ಲಿ ಶ್ರೀವಿದ್ಯಾಸಾಗರ (57, 1101, 275, 1119)
issue-date: ಬುಧವಾರ 10 ಸೆಪ್ಟೆಂಬರ್ 2025 (16, 36, 185, 54)
abacus-photo (28, 1152, 308, 1312)
registration-marks-4 (872, 1543, 908, 1562)
kanakachala-column-3: ಸಮಿತಿಯ ಗಮನಕ್ಕೆ ತರಲಾಗಿದೆ. ಆದರೂ ಸಂರಕ್ಷಣೆ ಎಂಬುದು ಕೇವಲ ಮಾತಿನಲ್ಲೇ ಆಗಿದೆಯೇ ಹೊರತು ಕಾರ್ಯ ರೂಪಕ್ಕೆ ಬಂದಿಲ್ಲ. ವಿಜಯನಗರ ಇತಿಹಾಸ ಮುಂದಿನ ಪೀಳಿಗೆಗೆ ಉಳಿಯುವ ನಿಟ್ಟಿನಲ್ಲಿ ಪ್ರಾಚ್ಯ ಗೋಪುರಗಳ ಸಂರಕ್ಷಣೆ ಬಹುಮುಖ್ಯ ಎಂದು ಅವರು ಒತ್ತಾಯಿಸಿದ್ದಾರೆ. (636, 1424, 752, 1496)
scholarship-column-3: ವಿಶ್ವವಿದ್ಯಾಲಯ ಸಂಚಾಲಕಿ ಸಕಲೇಶ್ವರಿ, ಭಾರತಿ ಮಹಿಳಾ ಜ್ಞಾನವಿಕಾಸ ಕೇಂದ್ರದ ಅಧ್ಯಕ್ಷೆ ಜ್ಯೋತಿ, ಪುರಸಭೆ ಮಾಜಿ ಸದಸ್ಯ ಕುರಿಪ, ತಾಲೂಕಿನ ಯೋಜನಾಧಿಕಾರಿ ರಾಘವೇಂದ್ರ, ತಾಲೂಕಿನ ಕೃಷಿ ಅಧಿಕಾರಿ ಸಂಜುಕುಮಾರ್, ತಾಲೂಕಿನ ಜ್ಞಾನವಿಕಾಸ ಸಮನ್ವಯಧಿಕಾರಿ ರೇಖಾ, ವಲಯದ ಮೇಲ್ವಿಚಾರಕರಾದ ಮಂಜಣ್ಣ, ಸಂದೀಪ ಮತ್ತು ಕಂಪ್ಲಿ ವಲಯದ ಸೇವಾಪ್ರತಿನಿಧಿಗಳು ಪಾಲ್ಗೊಂಡಿದ್ದರು. (334, 492, 478, 564)
photo-figure (173, 1195, 198, 1311)
abacus-column-2: ಧ್ಯೇಯವಾಕ್ಯದೊಂದಿಗೆ ವಿದ್ಯಾರ್ಥಿಗಳಿಗೆ ಶಿಕ್ಷಣ ನೀಡುತ್ತಿದೆ.ಈ ತರಬೇತಿಯಲ್ಲಿ ನಮ್ಮ ಶಾಲೆಯ ವಿದ್ಯಾರ್ಥಿಗಳು ಉತ್ತಮ ಸಾಧನೆ ಮಾಡಿದ್ದು, ಹಲವು ವಿಭಾಗಗಳಲ್ಲಿ ಪ್ರಶಸ್ತಿಗಳನ್ನು ಪಡೆದಿದ್ದಾರೆ. ಇದರಿಂದ ವಿದ್ಯಾರ್ಥಿಗಳಲ್ಲಿ ಗಣಿತ ಕೌಶಲ್ಯ ಮತ್ತು ವೇಗದ ಲೆಕ್ಕಾಚಾರದ ಸಾಮರ್ಥ್ಯವನ್ನು ಹೆಚ್ಚಿಸುತ್ತದೆ ಹಾಗೂ ಇಂತಹ ಪ್ರೇರಣಾತ್ಮಕ ಚಟುವಟಿಕೆಗಳು ವಿದ್ಯಾರ್ಥಿಗಳ ಸರ್ವತೋಮುಖ ಬೆಳವಣಿಗೆಗೆ ಸಹಾಯಕವಾಗಲಿದೆ ಎಂದರು. ಉತ್ತಮ ಸಾಧನೆ ಮಾಡಿದ ವಿದ್ಯಾರ್ಥಿಗಳನ್ನು ಸಂಸ್ಥೆಯ ಕಾರ್ಯದರ್ಶಿ ಪಿ.ನಾಗೇಶ್ವರ ರಾವ್, ಪ್ರಾಂಶುಪಾಲರಾದ ಸಾಯಿ ಕಿಶೋರ್ ಪಾಲೇಟಿ,ಶಿಕ್ಷಕರು, ಆಡಳಿತ ಮಂಡಳಿ ಸದಸ್ಯರು ಅಭಿನಂದಿಸಿದ್ದಾರೆ. (172, 1316, 312, 1430)
kanakachala-photo (516, 1285, 752, 1421)
registration-dot (353, 1546, 361, 1558)
post-office-byline: ಸುವರ್ಣವಾಹಿನಿ ಸುದ್ದಿ (490, 290, 546, 299)
column-divider (374, 1156, 375, 1236)
rule (14, 1094, 316, 1095)
photo-figure (34, 1195, 59, 1311)
post-office-headline: ಸಿರಿವಾರ ಗ್ರಾಮದಲ್ಲಿ ನೂತನ ಅಂಚೆ ಕಚೇರಿ ಶಾಖೆ ಉದ್ಘಾಟನೆ (546, 263, 870, 283)
lead-byline: ಸುವರ್ಣವಾಹಿನಿ ಸುದ್ದಿ (28, 152, 84, 161)
inscription-column-4: ಕನ್ನಡ ವಿಶ್ವವಿದ್ಯಾಲಯದ ಸಾಹಿತ್ಯ ಅಧ್ಯಯನ ವಿಭಾಗದ ಡಾ. ಗೋವಿಂದ ಅವರು ತಿಳಿಸಿದ್ದಾರೆ. ರಂಗ ಸಮುದ್ರದ ಉಲ್ಲೇಖ : ಈ ಅಪರೂಪದ ಅಪ್ರಕಟಿತ ಶಿಲಾ ಶಾಸನದ ಆರು ಸಾಲುಗಳಲ್ಲಿ ದುರ್ಮುಖಿ ಸಂವತ್ಸರದ ಮಾರ್ಗಶಿರ ಕಾರ್ತೀಕ 1 ರಲು ಎಂದು ಆರಂಭಗೊಳ್ಳುತ್ತದೆ. ಆದರೆ ವಿಶೇಷವಾಗಿ ರಂಗಸಮುದ್ರ ಎಂದು ಉಲ್ಲೇಖಿಸಲಾಗಿದೆ. ಈಗ ಕರೆಯುವ ನಾರಿಹಳ್ಳ ಜಲಾಶಯವನ್ನು ರಂಗಸಮುದ್ರ ಎಂದು ಆಗ ಕರೆದಿರಬೇಕು.ಜೊತೆಗೆ ಈ ಸ್ಥಳವನ್ನು ಮಾನಸ ಸರೋವರ ಎಂತಲೂ ಕರೆಯಲಾಗಿದೆ. ಶಾಸನದ ವಿವರಣೆಯಂತೆ ಈ ರಂಗಸಮುದ್ರದಲ್ಲಿದ್ದ ವಿರೂಪಾಕ್ಷ ಮತ್ತು ವಿಷ್ಣು ದೇವರನ್ನು ಆರಾಧನೆ ಮಾಡಲಾಗುತಿತ್ತು. ಉಭಯ ದೇವರುಗಳ ನೈವೇದ್ಯ ಮಾಡಿದರೆ ಮರು ಜನ್ಮ ಪ್ರಾಪ್ತಿ ಆಗುವುದು ಅಂತೆಯೇ ಅಂದಿನ ಕೆರೆಯ ನಾಗೋಜನು ಮರು ಜಲಕ್ಕಾಗಿ ಆರಾಧಿಸಿ ತಪಸ್ಸು ಮಾಡಿದನು. ಇಲ್ಲಿ ಮರು ಜಲ್ಮ ಬರುವುದು ಎಂದರೆ ಒಂದು ರೀತಿ ಮತ್ತೆ ಲೋಕದಲ್ಲಿ ಹುಟ್ಟ (466, 884, 608, 1039)
registration-dot (606, 1546, 614, 1558)
abacus-column-1: ಕಂಪ್ಲಿ,ಸೆ.09: ಇತ್ತೀಚೆಗೆ ಚಿತ್ರದುರ್ಗದಲ್ಲಿ ಗ್ಯಾಲಕ್ಸಿ ಎಜುಕೇಷನ್ "ಇನ್ನೋವೇಶನ್ ಸಂಸ್ಥೆಯು ಏರ್ಪಡಿಸಿದ್ದ ಅಬಾಕಸ್ ಗಣಿತ ಸ್ಪರ್ಧೆಯಲ್ಲಿ ಕಂಪ್ಲಿಯ ಶ್ರೀ ವಿದ್ಯಾಸಾಗರ ಇಂಟರ್‌ನ್ಯಾಷನಲ್ ಶಾಲೆಯ ವಿದ್ಯಾರ್ಥಿಗಳು ವಿವಿಧ ಸ್ಪರ್ಧೆಗಳಲ್ಲಿ ಉತ್ತಮ ಸಾಧನೆ ಮಾಡುವ ಮೂಲಕ ಅತ್ಯುತ್ತಮ ಸಾಧನೆ ಮಾಡಿದ್ದಾರೆಂದು ಶ್ರೀವಿದ್ಯಾಸಾಗರ ಇಂಟರ್‌ನ್ಯಾಷನಲ್ ಶಾಲೆಯ ಕಾರ್ಯದರ್ಶಿ ಪಿ.ನಾಗೇಶ್ವರರಾವ್ ತಿಳಿಸಿದರು. ಉತ್ತಮ ಸಾಧನೆ ಮಾಡಿದ ವಿದ್ಯಾರ್ಥಿಗಳಿಗೆ ಪ್ರಮಾಣ ಪತ್ರ, ಪದಕ ಹಾಗೂ ಪಾರಿತೋಷಕಗಳನ್ನು ವಿತರಿಸಿ ಮಾತನಾಡಿ ಅಬಾಕಸ್ ತರಬೇತಿ ಕೇಂದ್ರವಾದ ಚಿತ್ರದುರ್ಗದ ಗ್ಯಾಲಕ್ಸಿ ಎಜ್ಯುಕೇಷನ್ "ಇನ್ನೋವೇಶನ್ "ಕ್ಲಿಕ್ ಮೈಂಡ್ ಕ್ಲಿಕ್ ಫ್ರೆಂಡ್" ಎನ್ನುವ (28, 1326, 168, 1450)
photo-people (185, 411, 477, 487)
rule (758, 1390, 924, 1391)
photo-figure (103, 1195, 128, 1311)
lead-headline-1: ಶುದ್ಧ ಕುಡಿಯುವ ನೀರಿನ ಘಟಕ ನಿರ್ಮಾಣ (87, 66, 527, 105)
inscription-column-3: ಚಿತ್ರವನ್ನು ಕೆತ್ತಲಾಗಿದೆ. ಈ ಶಾಸನದ ಕಾಲಾವಧಿ ಉಲ್ಲೇಖವಾಗಿಲ್ಲ. ಆದರೂ ಲಿಪಿಯ ಶೈಲಿ ಹಾಗೂ ದುರ್ಮುಖಿ ಸಂವತ್ಸರದ ಮಾರ್ಗಶಿರ ಕಾರ್ತಿಕ ಎಂದು ಉಲ್ಲೇಖವಾಗಿರುದರಿಂದ ಇದು ಕ್ರಿ ಶ.10 ನೇ ಶತಮಾನದ ಶಾಸನವಾಗಿರಬೇಕೆನಿಸುತ್ತದೆ. ಈ ಶಾಸನವು ನೆಲದಿಂದ 10 ಅಡಿ ಎತ್ತರದ ಮ್ಯಾಂಗನೀಸ್ ಕಲ್ಲಿಗೆ 3 ಅಡಿ ಎತ್ತರ 3 ಅಡಿ ಅಗಲದಲ್ಲಿ ಆರು ಸಾಲುಗಳಲ್ಲಿ ಅ ಕ್ಷ ರ ಗ ಳ ನ್ನು ಬರೆಸಲಾಗಿದೆ ಎಂದು (318, 1008, 458, 1090)
registration-dot (624, 1546, 632, 1558)
registration-dot (615, 1546, 623, 1558)
lorry-headline: ಚಲಿಸುತ್ತಿದ್ದ ಲಾರಿ ಕೆಳಗೆ ಬಿದ್ದು ಮಹಿಳೆ ಸಾವು (591, 1160, 719, 1170)
footer-publication: Publication: SHREE SHAILA PRINTERS, opp.Eranna Gudi Road,Eslampura,Gangavathi - 581227. Koppal Dist.Karnataka. (104, 1520, 680, 1532)
lorry-dateline: ಮಂಗಳೂರು,ಸೆ.09: (380, 1172, 434, 1181)
rule (14, 607, 610, 608)
registration-dot (23, 1546, 31, 1558)
rule (484, 503, 932, 504)
health-camp-photo-1 (28, 645, 316, 735)
lorry-body (380, 1172, 926, 1226)
kanakachala-column-1: ಕನಕಗಿರಿ,ಸೆ.09: ಮುಜರಾಯಿ ಇಲಾಖೆ ವ್ಯಾಪ್ತಿಯಶ್ರೀಕನಕಾಚಲಪತಿ ದೇವಸ್ಥಾನದ ಗೋಪುರಗಳಿಗೆ ರಕ್ಷಣೆ ಇಲ್ಲವಾಗಿದ್ದು, ವಿಜಯನಗರ ಕಾಲದ ಈ ಕಟ್ಟಡದ ಸಂರಕ್ಷಣೆಗೆ ಪ್ರಾಚ್ಯವಸ್ತು ಇಲಾಖೆ ಸೂಕ್ತ ಕ್ರಮಕೈಗೊಳ್ಳಬೇಕು ಎಂದು ಭಕ್ತರು ಆಗ್ರಹಿಸಿದ್ದಾರೆ. 14ನೇ ಶತಮಾನದಲ್ಲಿ ನಿರ್ಮಾಣವಾದ ಈ ದೇಗುಲದಲ್ಲಿ ಒಟ್ಟು ಐದು ಬೃಹತ್ ಗೋಪುರಗಳಿವೆ. ಇದೀಗ ಇವು ಮಳೆಯಿಂದಾಗಿ ಶಿಥಿಲಾವಸ್ಥೆಗೆ ತಲುಪಿವೆ. ಉತ್ತರ ಗೋಪುರದಲ್ಲಿ ಬಿರುಕು ಕಾಣಿಸಿಕೊಂಡಿದ್ದರಿಂದ ಪ್ರವೇಶ ದ್ವಾರಕ್ಕೆ ಅಡ್ಡಲಾಗಿ ಶಿಲಾಕಂಭವನ್ನು ನಿಲ್ಲಿಸಿ ಕೈ ತೊಳೆದುಕೊಂಡಿದ್ದಾರೆ. ಇಲ್ಲಿನ ಅಧಿಕಾರಿಗಳು, ಗೋಪುರಗಳ ಸಂರಕ್ಷಣೆಯ ಕುರಿತು ಹಲವು ವರ್ಷಗಳಿಂದಲೂ ನಿರ್ಲಕ್ಷ್ಯ ವಹಿಸಿದ್ದಾರೆ (376, 1291, 512, 1415)
gopura-tower (550, 1315, 616, 1389)
health-camp-column-1: ಬಳ್ಳಾರಿ,ಸೆ.09: ಭಾರತೀಯ ರೆಡ್‌ಕ್ರಾಸ್ ಸಂಸ್ಥೆ, ಅರಣ್ಯ ಇಲಾಖೆ ಮತ್ತು ಜಿಮ್ಸ್ ಬಳ್ಳಾರಿ ಇವರ ಸಂಯುಕ್ತಾಶ್ರಯದಲ್ಲಿ ಅರಣ್ಯ ಇಲಾಖೆಯ ಹುತಾತ್ಮರ ದಿನಾಚರಣೆ ನಿಮಿತ್ತ ನಗರದ ಬಳ್ಳಾರಿಯಲ್ಲಿ "ಉಚಿತ ಆರೋಗ್ಯ ತಪಾಸಣೆ ಶಿಬಿರ" ಆಯೋಜಿಸಲಾಯಿತು. ಈ ಕಾರ್ಯಕ್ರಮದಲ್ಲಿ ಅರಣ್ಯ ಇಲಾಖೆಯ ಡೆಪ್ಯೂಟಿ ಕಮಿಷನರ್ ಆಫ್ (28, 750, 168, 812)
photo-figure (780, 327, 804, 391)
photo-figure (373, 417, 399, 487)
health-camp-column-2: ಫಾರೆಸ್ಟ್ ಡಾ.ಬಸವರಾಜ್ ಸಸಿಗೆ ನೀರು ಹಾಕುವ ಮೂಲಕ ಕಾರ್ಯಕ್ರಮಕ್ಕೆ ಚಾಲನೆ ನೀಡಿ ಮಾತನಾಡುತ್ತಾ, ಪ್ರತಿ ವರ್ಷ 11ನೇ ಸೆಪ್ಟೆಂಬರ್‌ಅರಣ್ಯ ಇಲಾಖೆಯ ಹುತಾತ್ಮರ ದಿನಾಚರಣೆ ನಿಮಿತ್ತ ಒಂದು ಒಳ್ಳೆಯ ಕಾರ್ಯಕ್ರಮವನ್ನು ಮಾಡಲು ಉದ್ದೇಶಿಸಿ ನಮ್ಮ ಸಿಬ್ಬಂದಿ ತಮ್ಮ ಕೆಲಸದ ಸಮಯದಲ್ಲಿ ಬಿಡುವಿಲ್ಲದೆ ವ್ಯಸ್ತರಾಗಿರುತ್ತಾರೆ. ಆದಕಾರಣರೆಡ್‌ಕ್ರಾಸ್ ಸಂಸ್ಥೆಗೆ ಮಾತನಾಡಿ (176, 740, 316, 812)
page-number: 04 (896, 28, 930, 62)
photo-figure (882, 327, 906, 391)
photo-people (29, 1185, 307, 1311)
registration-marks-3 (597, 1543, 633, 1562)
photo-figure (138, 1195, 163, 1311)
footer-rni: RNI NO: KARKAN/2022/82651 (682, 1520, 840, 1532)
photo-figure (678, 327, 702, 391)
rule (28, 344, 480, 346)
registration-marks-1 (14, 1543, 50, 1562)
